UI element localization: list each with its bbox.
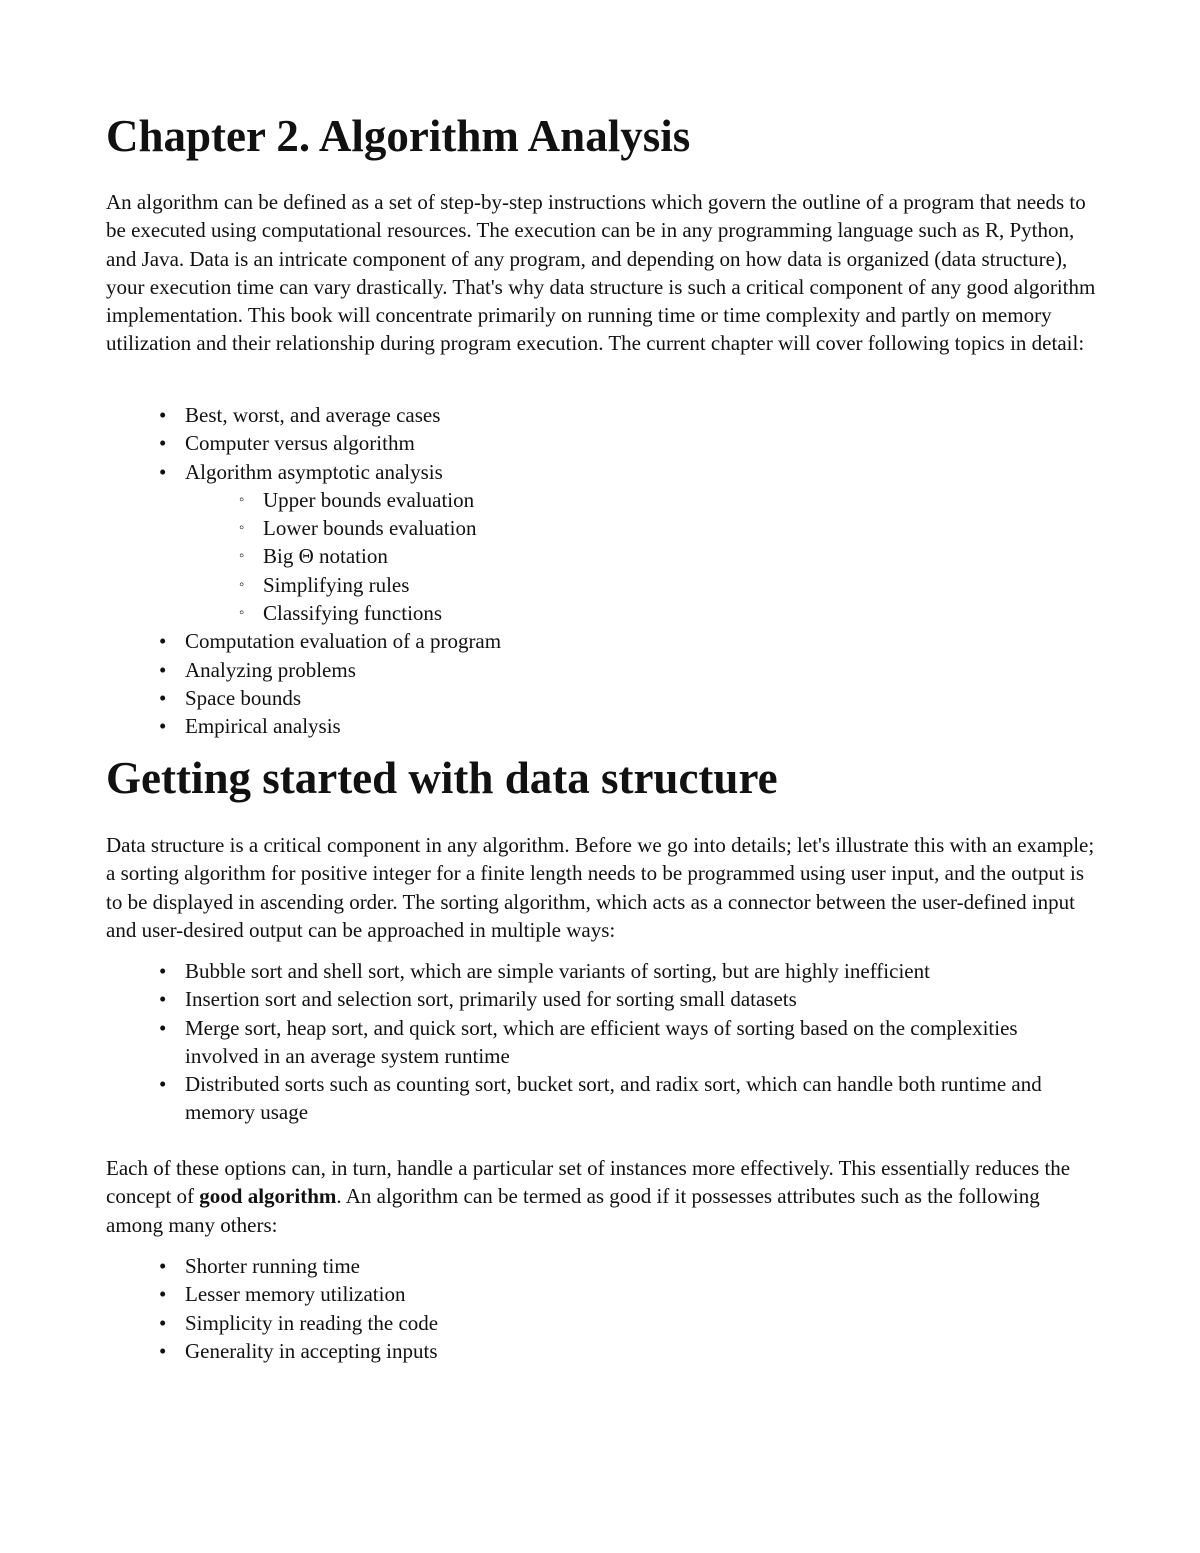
chapter-intro-paragraph: An algorithm can be defined as a set of step-by-step instructions which govern the outline of a program that needs to be executed using computational resources. The execution can be in any programming language such as R, Python, and Java. Data is an intricate component of any program, and depending on how data is organized (data structure), your execution time can vary drastically. That's why data structure is such a critical component of any good algorithm implementation. This book will concentrate primarily on running time or time complexity and partly on memory utilization and their relationship during program execution. The current chapter will cover following topics in detail: [106, 190, 1096, 356]
sub-list-item: ◦ Big Θ notation [185, 542, 1096, 570]
paragraph-text: . An algorithm can be termed as good if it possesses attributes such as the following among many others: [106, 1184, 1040, 1237]
list-item: • Space bounds [106, 684, 1096, 712]
sub-list-item: ◦ Classifying functions [185, 599, 1096, 627]
list-item: • Bubble sort and shell sort, which are simple variants of sorting, but are highly inefficient [106, 957, 1096, 985]
list-item: • Distributed sorts such as counting sort, bucket sort, and radix sort, which can handle both runtime and memory usage [106, 1070, 1096, 1127]
paragraph-text: Each of these options can, in turn, handle a particular set of instances more effectively. This essentially reduces the concept of [106, 1156, 1071, 1209]
list-item: • Computer versus algorithm [106, 429, 1096, 457]
sub-list-item: ◦ Upper bounds evaluation [185, 486, 1096, 514]
emphasis-term: good algorithm [199, 1184, 337, 1209]
list-item: • Insertion sort and selection sort, primarily used for sorting small datasets [106, 985, 1096, 1013]
list-item: • Merge sort, heap sort, and quick sort, which are efficient ways of sorting based on the complexities involved in an average system runtime [106, 1014, 1096, 1071]
list-item: • Simplicity in reading the code [106, 1309, 1096, 1337]
algorithm-attributes-list [106, 1252, 1096, 1365]
list-item-label: Algorithm asymptotic analysis [185, 459, 443, 484]
sub-list-item: ◦ Lower bounds evaluation [185, 514, 1096, 542]
chapter-topics-list [106, 401, 1096, 741]
good-algorithm-paragraph [106, 1154, 1101, 1239]
list-item: • Best, worst, and average cases [106, 401, 1096, 429]
list-item: • Empirical analysis [106, 712, 1096, 740]
section-title: Getting started with data structure [106, 753, 778, 803]
asymptotic-subtopics-list [185, 486, 1096, 627]
section-intro-paragraph: Data structure is a critical component in any algorithm. Before we go into details; let's illustrate this with an example; a sorting algorithm for positive integer for a finite length needs to be programmed using user input, and the output is to be displayed in ascending order. The sorting algorithm, which acts as a connector between the user-defined input and user-desired output can be approached in multiple ways: [106, 833, 1095, 942]
list-item: • Lesser memory utilization [106, 1280, 1096, 1308]
chapter-title: Chapter 2. Algorithm Analysis [106, 111, 691, 161]
list-item: • Computation evaluation of a program [106, 627, 1096, 655]
list-item: • Generality in accepting inputs [106, 1337, 1096, 1365]
list-item: • Analyzing problems [106, 656, 1096, 684]
sub-list-item: ◦ Simplifying rules [185, 571, 1096, 599]
list-item [106, 458, 1096, 628]
list-item: • Shorter running time [106, 1252, 1096, 1280]
sorting-options-list [106, 957, 1096, 1127]
